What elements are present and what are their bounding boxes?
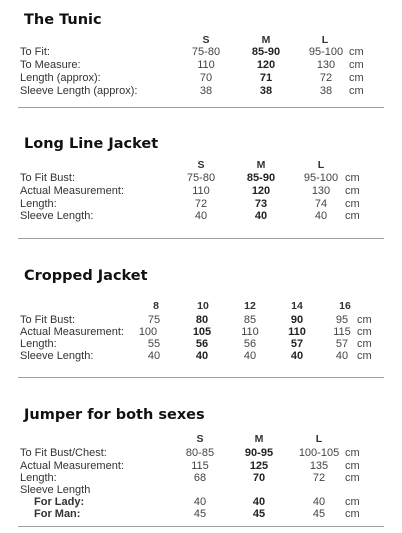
size-header: 16	[339, 300, 351, 312]
row-label: Actual Measurement:	[20, 326, 124, 338]
size-header: M	[256, 159, 266, 171]
table-cell: 130	[316, 59, 336, 71]
size-header: S	[197, 159, 205, 171]
table-cell: 45	[252, 508, 266, 520]
size-header: 12	[244, 300, 256, 312]
unit-label: cm	[345, 198, 360, 210]
size-header: S	[202, 34, 210, 46]
table-cell: 71	[259, 72, 273, 84]
row-label: For Man:	[34, 508, 81, 520]
size-header: 10	[197, 300, 209, 312]
unit-label: cm	[349, 85, 364, 97]
table-cell: 95	[335, 314, 349, 326]
unit-label: cm	[349, 59, 364, 71]
size-header: M	[254, 433, 264, 445]
table-cell: 56	[243, 338, 257, 350]
table-cell: 40	[252, 496, 266, 508]
row-label: Length (approx):	[20, 72, 101, 84]
table-cell: 85-90	[246, 172, 276, 184]
table-cell: 72	[319, 72, 333, 84]
unit-label: cm	[345, 172, 360, 184]
table-cell: 45	[312, 508, 326, 520]
size-header: L	[317, 159, 325, 171]
table-cell: 40	[254, 210, 268, 222]
row-label: To Fit Bust:	[20, 172, 76, 184]
table-cell: 80	[195, 314, 209, 326]
row-label: Sleeve Length	[20, 484, 91, 496]
row-label: Length:	[20, 472, 57, 484]
table-cell: 40	[314, 210, 328, 222]
table-cell: 110	[241, 326, 259, 338]
size-header: 14	[291, 300, 303, 312]
table-cell: 57	[290, 338, 304, 350]
unit-label: cm	[345, 496, 360, 508]
table-cell: 55	[147, 338, 161, 350]
table-cell: 110	[288, 326, 306, 338]
table-cell: 70	[252, 472, 266, 484]
table-cell: 38	[259, 85, 273, 97]
table-cell: 110	[192, 185, 210, 197]
table-cell: 72	[194, 198, 208, 210]
unit-label: cm	[349, 46, 364, 58]
table-cell: 70	[199, 72, 213, 84]
unit-label: cm	[345, 447, 360, 459]
table-cell: 130	[311, 185, 331, 197]
table-cell: 110	[197, 59, 215, 71]
divider	[18, 377, 384, 378]
row-label: To Measure:	[20, 59, 81, 71]
row-label: To Fit:	[20, 46, 50, 58]
unit-label: cm	[349, 72, 364, 84]
table-cell: 120	[251, 185, 271, 197]
table-cell: 40	[195, 350, 209, 362]
table-cell: 85	[243, 314, 257, 326]
size-header: L	[315, 433, 323, 445]
table-cell: 90-95	[244, 447, 274, 459]
table-cell: 90	[290, 314, 304, 326]
unit-label: cm	[357, 314, 372, 326]
row-label: Actual Measurement:	[20, 460, 124, 472]
table-cell: 40	[335, 350, 349, 362]
table-cell: 40	[147, 350, 161, 362]
table-cell: 95-100	[303, 172, 339, 184]
unit-label: cm	[345, 185, 360, 197]
table-cell: 115	[333, 326, 351, 338]
divider	[18, 107, 384, 108]
section-title: Long Line Jacket	[24, 136, 159, 152]
table-cell: 125	[249, 460, 269, 472]
row-label: Length:	[20, 198, 57, 210]
table-cell: 40	[290, 350, 304, 362]
table-cell: 105	[192, 326, 212, 338]
table-cell: 38	[319, 85, 333, 97]
section-title: The Tunic	[24, 12, 102, 28]
table-cell: 57	[335, 338, 349, 350]
table-cell: 68	[193, 472, 207, 484]
table-cell: 40	[194, 210, 208, 222]
row-label: To Fit Bust:	[20, 314, 76, 326]
size-header: L	[321, 34, 329, 46]
row-label: Sleeve Length:	[20, 210, 94, 222]
unit-label: cm	[345, 508, 360, 520]
row-label: Sleeve Length (approx):	[20, 85, 138, 97]
row-label: Length:	[20, 338, 57, 350]
table-cell: 73	[254, 198, 268, 210]
row-label: For Lady:	[34, 496, 85, 508]
table-cell: 75	[147, 314, 161, 326]
table-cell: 115	[191, 460, 209, 472]
divider	[18, 238, 384, 239]
unit-label: cm	[357, 338, 372, 350]
unit-label: cm	[345, 472, 360, 484]
table-cell: 95-100	[308, 46, 344, 58]
table-cell: 85-90	[251, 46, 281, 58]
unit-label: cm	[345, 460, 360, 472]
table-cell: 74	[314, 198, 328, 210]
table-cell: 40	[312, 496, 326, 508]
row-label: To Fit Bust/Chest:	[20, 447, 107, 459]
table-cell: 40	[193, 496, 207, 508]
divider	[18, 526, 384, 527]
table-cell: 45	[193, 508, 207, 520]
table-cell: 56	[195, 338, 209, 350]
table-cell: 100	[138, 326, 158, 338]
table-cell: 75-80	[191, 46, 221, 58]
table-cell: 75-80	[186, 172, 216, 184]
section-title: Cropped Jacket	[24, 268, 148, 284]
table-cell: 38	[199, 85, 213, 97]
row-label: Actual Measurement:	[20, 185, 124, 197]
table-cell: 120	[256, 59, 276, 71]
size-header: 8	[153, 300, 159, 312]
unit-label: cm	[345, 210, 360, 222]
table-cell: 40	[243, 350, 257, 362]
table-cell: 100-105	[298, 447, 340, 459]
table-cell: 80-85	[185, 447, 215, 459]
unit-label: cm	[357, 350, 372, 362]
table-cell: 72	[312, 472, 326, 484]
table-cell: 135	[309, 460, 329, 472]
size-header: S	[196, 433, 204, 445]
unit-label: cm	[357, 326, 372, 338]
row-label: Sleeve Length:	[20, 350, 94, 362]
size-header: M	[261, 34, 271, 46]
section-title: Jumper for both sexes	[24, 407, 205, 423]
